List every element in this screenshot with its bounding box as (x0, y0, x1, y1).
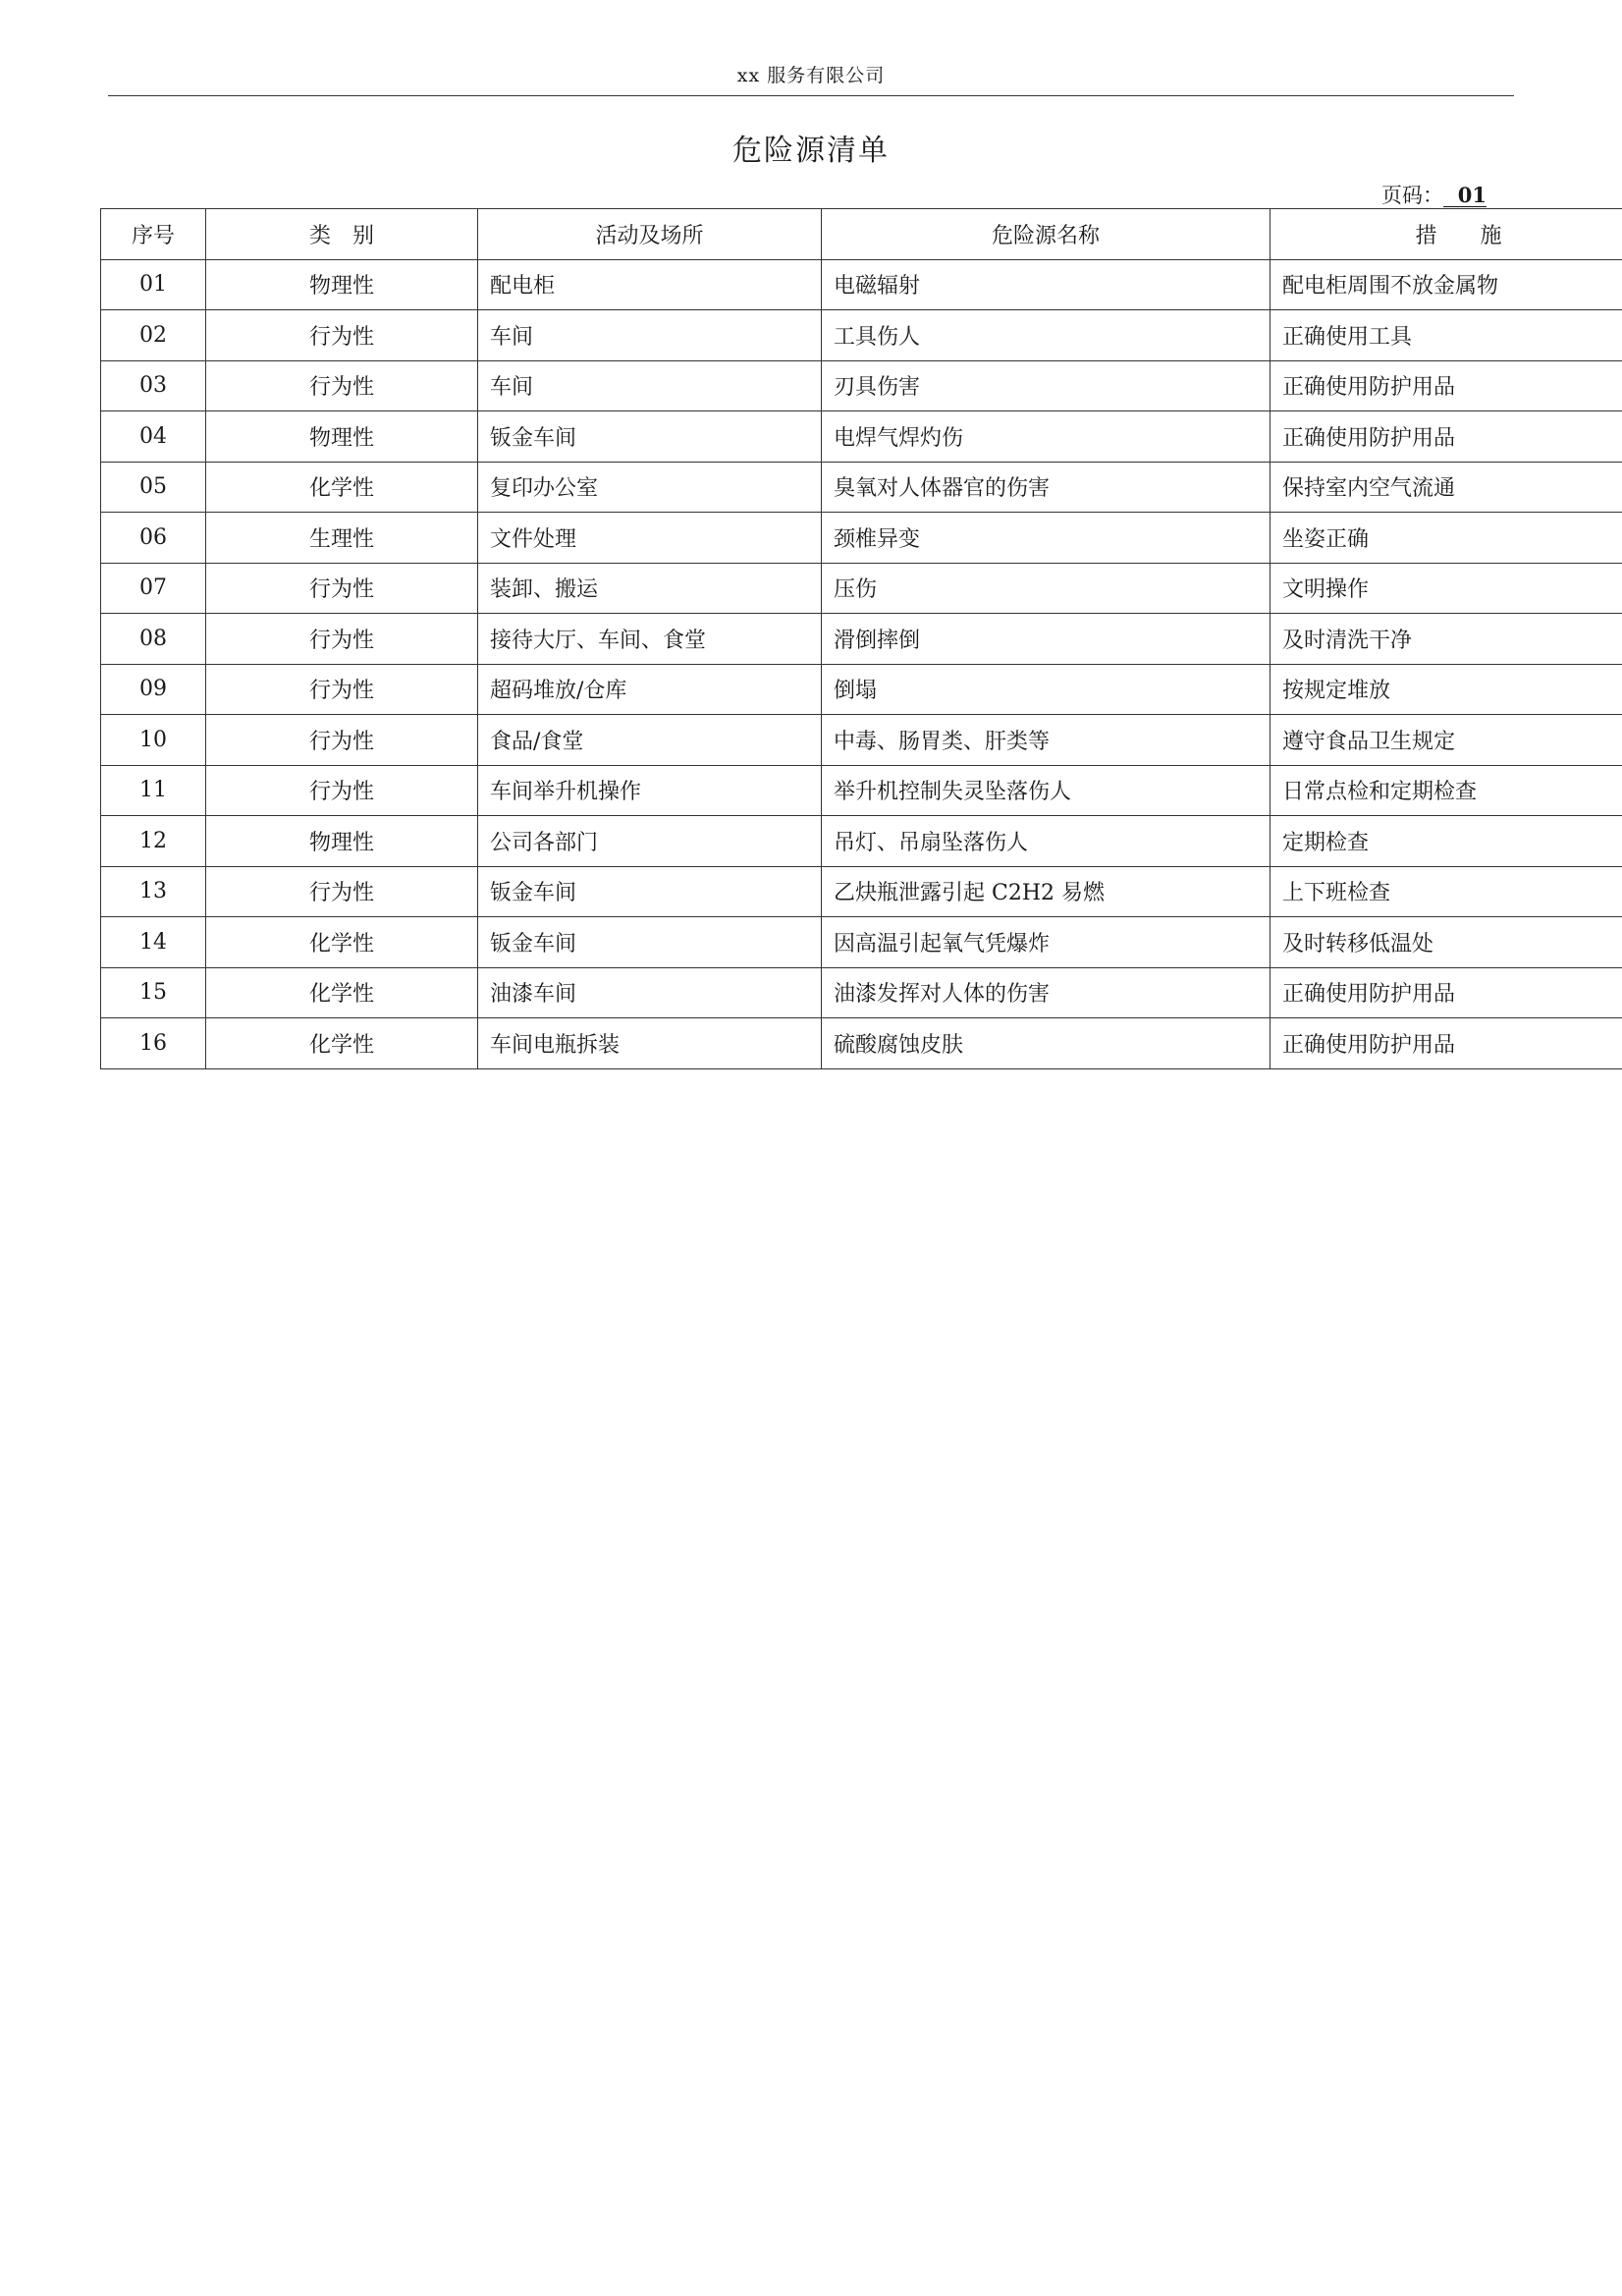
table-row (101, 715, 1622, 766)
cell-hazard: 硫酸腐蚀皮肤 (822, 1018, 1271, 1069)
cell-measure: 上下班检查 (1271, 866, 1622, 917)
cell-category: 生理性 (206, 513, 478, 564)
cell-category: 行为性 (206, 664, 478, 715)
cell-category: 行为性 (206, 563, 478, 614)
cell-activity: 公司各部门 (478, 816, 822, 867)
cell-number: 11 (101, 765, 206, 816)
table-row (101, 967, 1622, 1018)
cell-measure: 按规定堆放 (1271, 664, 1622, 715)
cell-category: 物理性 (206, 816, 478, 867)
cell-activity: 油漆车间 (478, 967, 822, 1018)
cell-activity: 超码堆放/仓库 (478, 664, 822, 715)
cell-measure: 文明操作 (1271, 563, 1622, 614)
cell-number: 07 (101, 563, 206, 614)
cell-hazard: 滑倒摔倒 (822, 614, 1271, 665)
cell-hazard: 倒塌 (822, 664, 1271, 715)
cell-category: 行为性 (206, 360, 478, 411)
table-row (101, 866, 1622, 917)
cell-number: 01 (101, 259, 206, 310)
cell-number: 12 (101, 816, 206, 867)
cell-category: 化学性 (206, 917, 478, 968)
cell-hazard: 举升机控制失灵坠落伤人 (822, 765, 1271, 816)
cell-measure: 定期检查 (1271, 816, 1622, 867)
cell-measure: 正确使用防护用品 (1271, 967, 1622, 1018)
cell-hazard: 臭氧对人体器官的伤害 (822, 462, 1271, 513)
column-header-measure: 措 施 (1271, 209, 1622, 260)
cell-hazard: 工具伤人 (822, 310, 1271, 361)
cell-number: 03 (101, 360, 206, 411)
document-title: 危险源清单 (732, 134, 890, 168)
table-row (101, 765, 1622, 816)
cell-category: 行为性 (206, 765, 478, 816)
cell-number: 04 (101, 411, 206, 463)
table-row (101, 360, 1622, 411)
cell-category: 化学性 (206, 967, 478, 1018)
cell-measure: 保持室内空气流通 (1271, 462, 1622, 513)
header-divider (108, 95, 1514, 96)
cell-category: 化学性 (206, 462, 478, 513)
cell-number: 05 (101, 462, 206, 513)
cell-number: 02 (101, 310, 206, 361)
cell-hazard: 中毒、肠胃类、肝类等 (822, 715, 1271, 766)
hazard-table-header (101, 209, 1622, 260)
cell-number: 16 (101, 1018, 206, 1069)
column-header-category: 类 别 (206, 209, 478, 260)
cell-number: 08 (101, 614, 206, 665)
hazard-table-body (101, 259, 1622, 1068)
cell-hazard: 颈椎异变 (822, 513, 1271, 564)
cell-category: 化学性 (206, 1018, 478, 1069)
table-row (101, 614, 1622, 665)
cell-hazard: 吊灯、吊扇坠落伤人 (822, 816, 1271, 867)
cell-number: 15 (101, 967, 206, 1018)
cell-measure: 遵守食品卫生规定 (1271, 715, 1622, 766)
table-row (101, 259, 1622, 310)
column-header-number: 序号 (101, 209, 206, 260)
cell-activity: 装卸、搬运 (478, 563, 822, 614)
cell-activity: 车间举升机操作 (478, 765, 822, 816)
cell-measure: 及时清洗干净 (1271, 614, 1622, 665)
table-row (101, 563, 1622, 614)
cell-number: 10 (101, 715, 206, 766)
table-row (101, 462, 1622, 513)
cell-category: 行为性 (206, 715, 478, 766)
cell-hazard: 刃具伤害 (822, 360, 1271, 411)
page-number-label: 页码： (1381, 184, 1443, 207)
company-header: xx 服务有限公司 (736, 65, 886, 86)
table-row (101, 917, 1622, 968)
cell-hazard: 电焊气焊灼伤 (822, 411, 1271, 463)
cell-measure: 正确使用防护用品 (1271, 1018, 1622, 1069)
table-row (101, 411, 1622, 463)
cell-activity: 食品/食堂 (478, 715, 822, 766)
cell-number: 06 (101, 513, 206, 564)
cell-hazard: 因高温引起氧气凭爆炸 (822, 917, 1271, 968)
cell-category: 物理性 (206, 411, 478, 463)
page-number-value: 01 (1443, 185, 1487, 207)
cell-measure: 正确使用防护用品 (1271, 360, 1622, 411)
cell-measure: 正确使用工具 (1271, 310, 1622, 361)
header-row (101, 209, 1622, 260)
cell-category: 行为性 (206, 614, 478, 665)
cell-activity: 车间 (478, 360, 822, 411)
cell-activity: 钣金车间 (478, 917, 822, 968)
cell-number: 14 (101, 917, 206, 968)
cell-activity: 车间 (478, 310, 822, 361)
cell-hazard: 乙炔瓶泄露引起 C2H2 易燃 (822, 866, 1271, 917)
cell-activity: 接待大厅、车间、食堂 (478, 614, 822, 665)
cell-activity: 文件处理 (478, 513, 822, 564)
hazard-table (100, 208, 1622, 1069)
cell-measure: 日常点检和定期检查 (1271, 765, 1622, 816)
cell-measure: 正确使用防护用品 (1271, 411, 1622, 463)
table-row (101, 816, 1622, 867)
table-row (101, 664, 1622, 715)
cell-category: 行为性 (206, 866, 478, 917)
cell-category: 物理性 (206, 259, 478, 310)
cell-activity: 复印办公室 (478, 462, 822, 513)
cell-measure: 坐姿正确 (1271, 513, 1622, 564)
cell-measure: 配电柜周围不放金属物 (1271, 259, 1622, 310)
column-header-activity: 活动及场所 (478, 209, 822, 260)
cell-activity: 钣金车间 (478, 411, 822, 463)
cell-activity: 钣金车间 (478, 866, 822, 917)
page-number (1381, 180, 1487, 209)
cell-category: 行为性 (206, 310, 478, 361)
cell-activity: 配电柜 (478, 259, 822, 310)
table-row (101, 1018, 1622, 1069)
table-row (101, 513, 1622, 564)
cell-activity: 车间电瓶拆装 (478, 1018, 822, 1069)
cell-hazard: 油漆发挥对人体的伤害 (822, 967, 1271, 1018)
cell-number: 13 (101, 866, 206, 917)
cell-hazard: 压伤 (822, 563, 1271, 614)
cell-hazard: 电磁辐射 (822, 259, 1271, 310)
table-row (101, 310, 1622, 361)
column-header-hazard: 危险源名称 (822, 209, 1271, 260)
cell-number: 09 (101, 664, 206, 715)
cell-measure: 及时转移低温处 (1271, 917, 1622, 968)
